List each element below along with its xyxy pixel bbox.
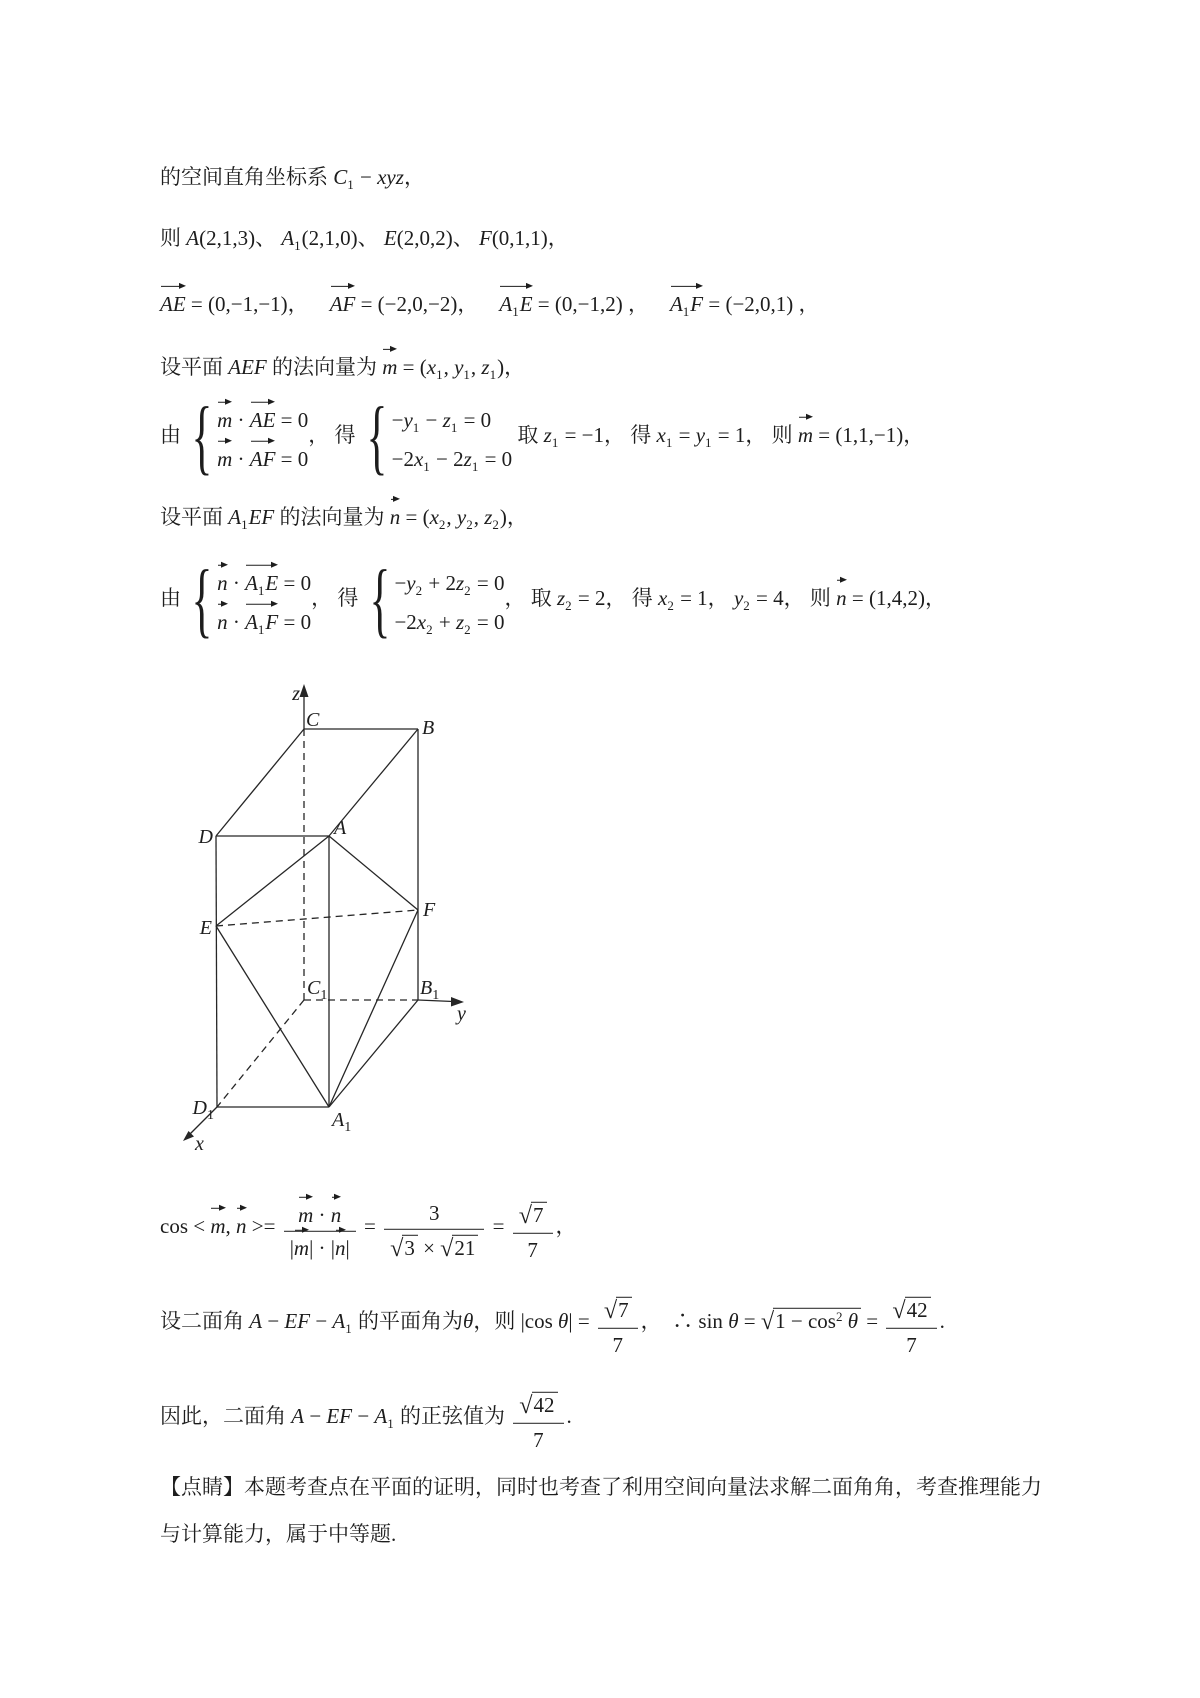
label-vertex-C: C <box>306 709 320 731</box>
edge-DD1 <box>216 836 217 1107</box>
label-axis-x: x <box>195 1133 204 1155</box>
line-system-n: 由 { $n \cdot A_1E = 0$ $n \cdot A_1F = 0$ ， 得 { $-y_2 + 2z_2 = 0$ $-2x_2 + z_2 = 0$ ， 取 $z_2 = 2$， 得 $x_2 = 1$， $y_2 = 4$， 则 n = (1,4,2)， <box>160 552 946 647</box>
line-system-m: 由 { m · AE = 0 m · AF = 0 ， 得 { $-y_1 - z_1 = 0$ $-2x_1 - 2z_1 = 0$ 取 $z_1 = -1$， 得 $x_1 = y_1 = 1$， 则 m = (1,1,−1)， <box>160 389 925 484</box>
line-point-coordinates: 则 A(2,1,3)、 $A_1(2,1,0)$、 E(2,0,2)、 F(0,1,1)， <box>160 225 569 253</box>
label-vertex-C1: $C_1$ <box>307 977 328 1003</box>
line-coordinate-system: 的空间直角坐标系 $C_1$ − xyz， <box>160 164 425 192</box>
segment-FA1 <box>329 910 418 1107</box>
note-paragraph: 【点睛】本题考查点在平面的证明，同时也考查了利用空间向量法求解二面角角，考查推理能力与计算能力，属于中等题. <box>160 1475 1042 1546</box>
label-vertex-B1: $B_1$ <box>420 977 440 1003</box>
label-vertex-B: B <box>422 717 435 739</box>
hidden-segment-EF <box>216 910 418 926</box>
prism-figure <box>170 682 480 1162</box>
segment-AE <box>216 836 329 926</box>
segment-EA1 <box>216 926 329 1107</box>
label-vertex-D: D <box>198 826 213 848</box>
label-axis-y: y <box>457 1003 466 1025</box>
axis-z-arrowhead <box>300 684 309 697</box>
edge-B1A1 <box>329 1000 418 1107</box>
label-axis-z: z <box>292 683 300 705</box>
edge-DC <box>216 729 304 836</box>
line-dihedral-theta: 设二面角 A − EF − $A_1$ 的平面角为θ，则 |cos θ| = $\frac{√7}{7}$ ， ∴ $\sin \theta = √1 - \cos^2 \theta$ = $\frac{√42}{7}$ . <box>160 1287 945 1359</box>
line-vector-components: AE = (0,−1,−1)， AF = (−2,0,−2)， $A_1E = (0,-1,2)$ ， $A_1F = (-2,0,1)$ ， <box>160 291 820 319</box>
label-vertex-A: A <box>334 817 347 839</box>
label-vertex-A1: $A_1$ <box>332 1109 352 1135</box>
label-vertex-D1: $D_1$ <box>192 1097 214 1123</box>
label-vertex-E: E <box>199 917 212 939</box>
line-conclusion: 因此，二面角 A − EF − $A_1$ 的正弦值为 $\frac{√42}{7}$ . <box>160 1382 572 1454</box>
segment-AF <box>329 836 418 910</box>
line-plane-a1ef-normal: 设平面 $A_1EF$ 的法向量为 $n = (x_2$, $y_2$, $z_2$)， <box>160 504 528 532</box>
line-plane-aef-normal: 设平面 AEF 的法向量为 $m = (x_1$, $y_1$, $z_1$)， <box>160 354 526 382</box>
label-vertex-F: F <box>423 899 436 921</box>
line-cos-angle: cos < m, n >= $\frac{m \cdot n}{|m| \cdot |n|}$ = $\frac{3}{√3 \times √21}$ = $\frac{√7}{7}$ ， <box>160 1192 577 1264</box>
hidden-edge-C1D1 <box>217 1000 304 1107</box>
